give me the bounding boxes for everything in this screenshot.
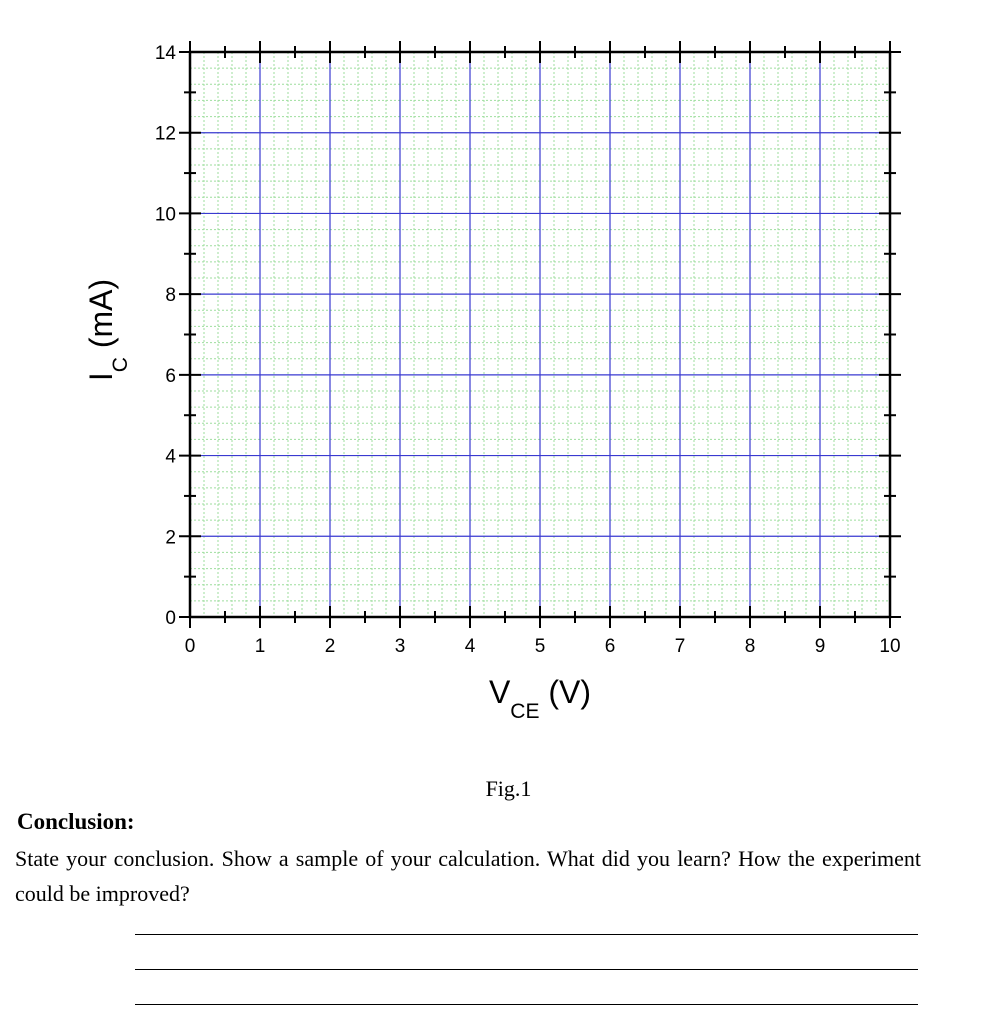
y-tick-label: 8 — [165, 285, 176, 307]
x-tick-label: 0 — [184, 636, 196, 657]
y-axis-title: $I_C$ (mA) — [83, 278, 132, 382]
answer-line[interactable] — [135, 969, 918, 970]
x-tick-label: 1 — [254, 636, 266, 657]
x-axis-title: $V_{CE}$ (V) — [488, 674, 592, 723]
answer-line[interactable] — [135, 1004, 918, 1005]
y-tick-label: 14 — [154, 43, 176, 64]
major-grid — [190, 52, 890, 617]
y-tick-label: 2 — [165, 527, 176, 549]
x-tick-labels — [185, 636, 901, 657]
y-tick-labels — [155, 43, 177, 629]
y-tick-label: 12 — [154, 123, 176, 145]
x-tick-label: 9 — [814, 636, 826, 657]
x-tick-label: 8 — [744, 636, 756, 657]
answer-line[interactable] — [135, 934, 918, 935]
y-tick-label: 10 — [154, 204, 176, 226]
conclusion-instructions: State your conclusion. Show a sample of your calculation. What did you learn? How the experiment could be improved? — [15, 846, 921, 906]
y-tick-label: 4 — [165, 446, 176, 468]
y-tick-label: 6 — [165, 365, 176, 387]
x-tick-label: 2 — [324, 636, 336, 657]
conclusion-heading: Conclusion: — [17, 809, 135, 834]
x-tick-label: 3 — [394, 636, 406, 657]
y-tick-label: 0 — [165, 608, 176, 629]
x-tick-label: 6 — [604, 636, 616, 657]
x-tick-label: 10 — [879, 636, 901, 657]
figure-caption: Fig.1 — [485, 776, 532, 801]
x-tick-label: 7 — [674, 636, 686, 657]
x-tick-label: 5 — [534, 636, 546, 657]
x-tick-label: 4 — [464, 636, 476, 657]
